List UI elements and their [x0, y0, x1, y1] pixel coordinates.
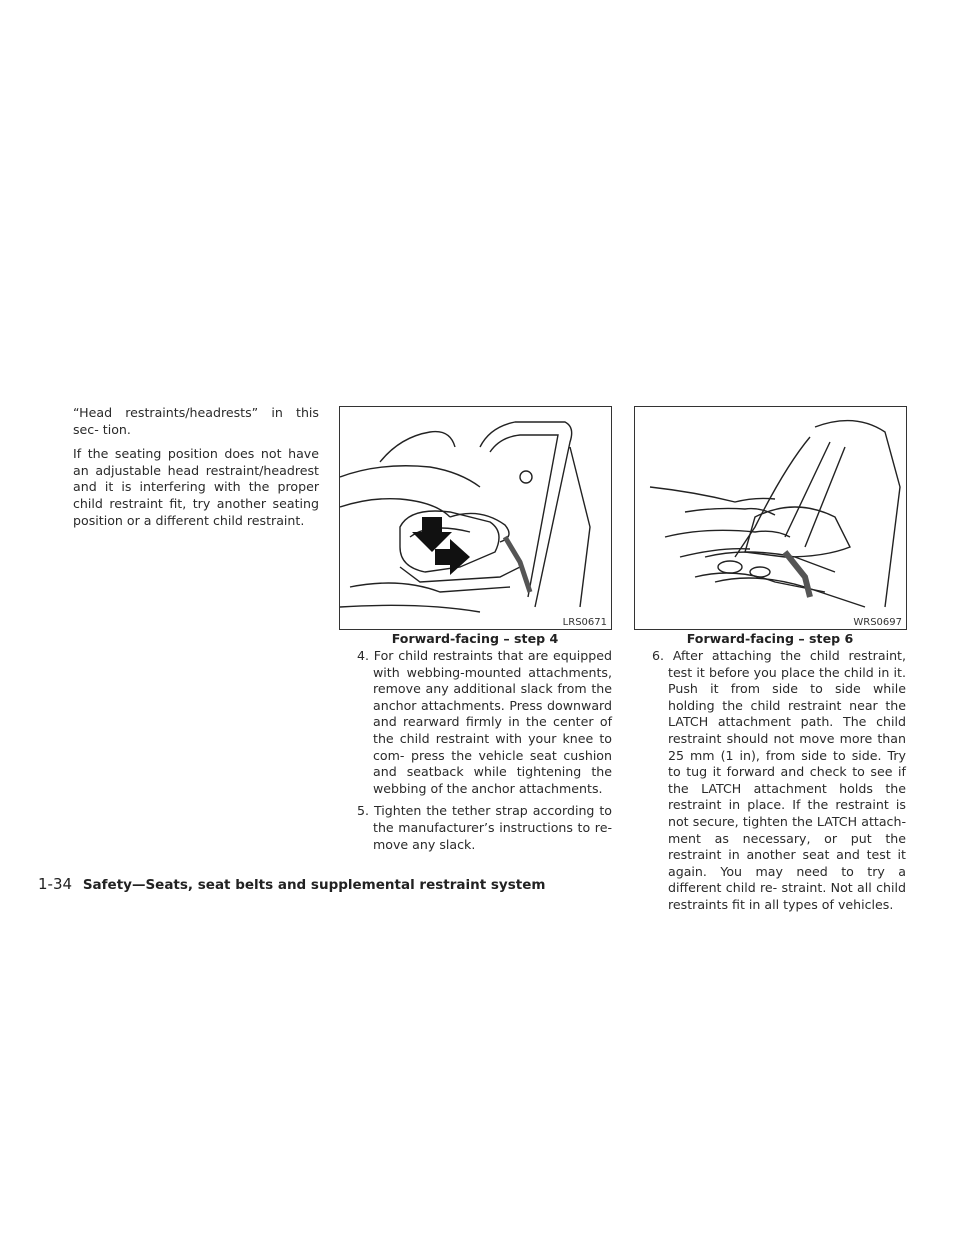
step-number: 4.	[357, 648, 370, 663]
figure-forward-facing-step-4	[339, 406, 612, 630]
figure-code: WRS0697	[853, 617, 902, 628]
steps-list-right	[652, 648, 906, 920]
step-text: For child restraints that are equipped with webbing-mounted attachments, remove any additional slack from the anchor attachments. Press downward and rearward firmly in the center of the child restraint with your knee to com- press the vehicle seat cushion and seatback while tightening the webbing of the anchor attachments.	[373, 648, 612, 796]
page-number: 1-34	[38, 875, 73, 893]
page-footer	[38, 875, 545, 893]
intro-column	[73, 405, 319, 537]
steps-list-left	[357, 648, 612, 859]
figure-caption: Forward-facing – step 6	[686, 631, 854, 646]
paragraph-seating-position: If the seating position does not have an adjustable head restraint/headrest and it is interfering with the proper child restraint fit, try another seating position or a different child restraint.	[73, 446, 319, 528]
step-number: 6.	[652, 648, 665, 663]
section-title: Safety—Seats, seat belts and supplemental restraint system	[82, 877, 546, 893]
paragraph-head-restraints-ref: “Head restraints/headrests” in this sec- tion.	[73, 405, 319, 437]
illustration-push-test	[635, 407, 906, 629]
step-item	[357, 648, 612, 797]
step-item	[357, 803, 612, 853]
figure-code: LRS0671	[562, 617, 607, 628]
step-number: 5.	[357, 803, 370, 819]
arrow-down-icon	[412, 517, 452, 552]
step-text: After attaching the child restraint, test it before you place the child in it. Push it from side to side while holding the child restraint near the LATCH attachment path. The child restraint should not move more than 25 mm (1 in), from side to side. Try to tug it forward and check to see if the LATCH attachment holds the restraint in place. If the restraint is not secure, tighten the LATCH attach- ment as necessary, or put the restraint in another seat and test it again. You may need to try a different child re- straint. Not all child restraints fit in all types of vehicles.	[668, 648, 906, 912]
illustration-knee-press	[340, 407, 611, 629]
figure-forward-facing-step-6	[634, 406, 907, 630]
step-item	[652, 648, 906, 914]
step-text: Tighten the tether strap according to the manufacturer’s instructions to re- move any slack.	[373, 803, 612, 852]
figure-caption: Forward-facing – step 4	[391, 631, 559, 646]
